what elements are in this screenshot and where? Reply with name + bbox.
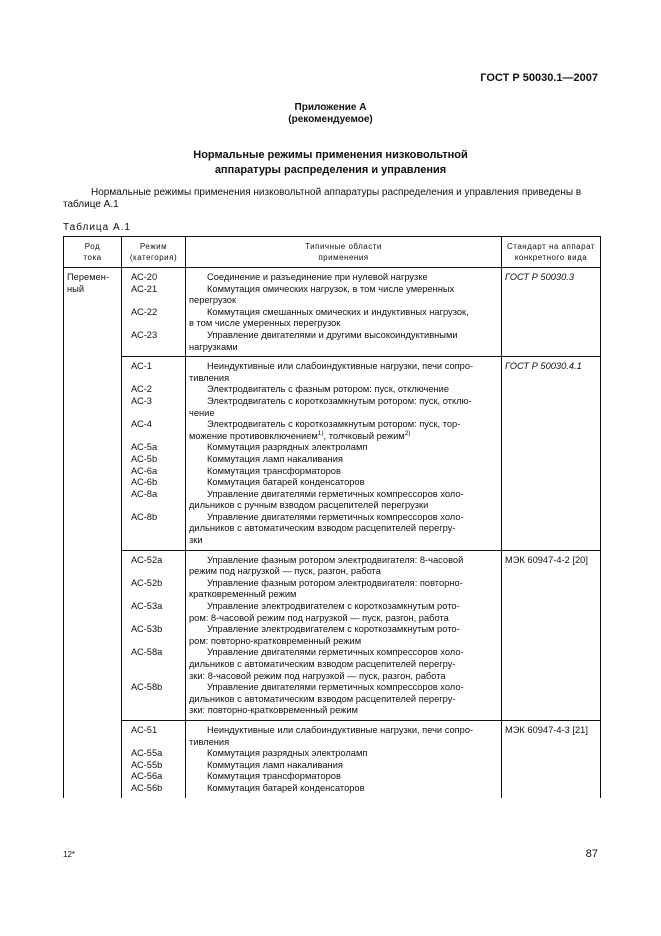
application-text: в том числе умеренных перегрузок: [189, 318, 341, 329]
header-standard-line2: конкретного вида: [514, 253, 588, 262]
header-applications: [186, 237, 502, 268]
header-current-type-line2: тока: [83, 253, 102, 262]
application-text: дильников с автоматическим взводом расцепителей перегру-: [189, 523, 456, 534]
category-code: АС-58а: [131, 647, 163, 658]
category-code: АС-8b: [131, 511, 158, 522]
table-row: [64, 268, 601, 357]
category-code: [131, 523, 182, 535]
header-applications-line1: Типичные области: [305, 242, 382, 251]
section-title: [0, 148, 661, 178]
category-code: АС-5b: [131, 453, 158, 464]
current-type-line: ный: [67, 283, 85, 294]
current-type-line: Перемен-: [67, 272, 109, 282]
header-applications-line2: применения: [318, 253, 369, 262]
table-row: [64, 720, 601, 797]
category-code: АС-2: [131, 384, 152, 395]
application-text: дильников с ручным взводом расцепителей перегрузки: [189, 500, 429, 511]
application-text: Электродвигатель с фазным ротором: пуск, отключение: [207, 384, 450, 395]
category-code: АС-52а: [131, 554, 163, 565]
standard-cell: [502, 268, 601, 357]
category-code: АС-5а: [131, 442, 158, 453]
application-text: Управление двигателями и другими высокоиндуктивными: [207, 329, 458, 340]
application-text: Управление фазным ротором электродвигателя: повторно-: [207, 577, 463, 588]
header-current-type-line1: Род: [84, 242, 101, 251]
category-code: [131, 694, 182, 706]
category-code: АС-22: [131, 306, 158, 317]
category-cell: [122, 357, 186, 551]
application-text: Коммутация трансформаторов: [207, 771, 341, 782]
section-title-line2: аппаратуры распределения и управления: [214, 164, 447, 176]
application-text: Управление двигателями герметичных компрессоров холо-: [207, 647, 464, 658]
category-code: АС-53а: [131, 601, 163, 612]
category-code: АС-56b: [131, 782, 163, 793]
application-text: Электродвигатель с короткозамкнутым ротором: пуск, отклю-: [207, 395, 472, 406]
application-text: Коммутация разрядных электроламп: [207, 442, 368, 453]
applications-cell: [186, 720, 502, 797]
category-code: [131, 613, 182, 625]
applications-cell: [186, 550, 502, 720]
appendix-subtitle: (рекомендуемое): [288, 114, 373, 125]
application-text: Соединение и разъединение при нулевой нагрузке: [207, 272, 428, 282]
application-text: тивления: [189, 372, 230, 383]
application-text: зки: [189, 535, 203, 546]
application-text: Управление электродвигателем с короткозамкнутым рото-: [207, 624, 460, 635]
table-row: [64, 550, 601, 720]
category-code: АС-8а: [131, 488, 158, 499]
application-text: Неиндуктивные или слабоиндуктивные нагрузки, печи сопро-: [207, 361, 474, 372]
category-code: АС-53b: [131, 624, 163, 635]
category-code: АС-55b: [131, 759, 163, 770]
standard-ref: ГОСТ Р 50030.4.1: [505, 361, 582, 372]
category-code: АС-4: [131, 419, 152, 430]
category-code: АС-55а: [131, 748, 163, 759]
application-text: Электродвигатель с короткозамкнутым ротором: пуск, тор-: [207, 419, 461, 430]
category-cell: [122, 720, 186, 797]
footer-mark: 12*: [63, 850, 76, 859]
application-text-mid: , толчковый режим: [323, 430, 405, 441]
application-text: ром: повторно-кратковременный режим: [189, 635, 362, 646]
category-code: [131, 295, 182, 307]
header-category-line1: Режим: [139, 242, 168, 251]
category-code: [131, 535, 182, 547]
standard-cell: [502, 720, 601, 797]
category-code: [131, 737, 182, 749]
header-current-type: [64, 237, 122, 268]
page-number: 87: [585, 848, 598, 860]
category-code: АС-58b: [131, 682, 163, 693]
application-text: чение: [189, 407, 215, 418]
application-text: Коммутация батарей конденсаторов: [207, 477, 365, 488]
application-text: зки: 8-часовой режим под нагрузкой — пуск, разгон, работа: [189, 670, 446, 681]
category-code: АС-23: [131, 329, 158, 340]
document-code: ГОСТ Р 50030.1—2007: [480, 72, 598, 84]
category-code: [131, 373, 182, 385]
application-text: Коммутация ламп накаливания: [207, 453, 343, 464]
table-label: Таблица А.1: [63, 222, 131, 233]
application-text: Коммутация трансформаторов: [207, 465, 341, 476]
application-text: дильников с автоматическим взводом расцепителей перегру-: [189, 659, 456, 669]
application-text: ром: 8-часовой режим под нагрузкой — пуск, разгон, работа: [189, 612, 449, 623]
application-text: тивления: [189, 736, 230, 747]
appendix-heading: [0, 102, 661, 126]
category-code: [131, 342, 182, 354]
table-row: [64, 357, 601, 551]
application-text: зки: повторно-кратковременный режим: [189, 705, 358, 716]
application-text-main: можение противовключением: [189, 430, 318, 441]
category-code: [131, 589, 182, 601]
application-text: кратковременный режим: [189, 589, 297, 600]
application-text: Коммутация разрядных электроламп: [207, 748, 368, 759]
application-text: Коммутация омических нагрузок, в том числе умеренных: [207, 283, 455, 294]
application-text: Коммутация смешанных омических и индуктивных нагрузок,: [207, 306, 469, 317]
header-category: [122, 237, 186, 268]
category-code: АС-52b: [131, 577, 163, 588]
category-cell: [122, 268, 186, 357]
application-text: дильников с автоматическим взводом расцепителей перегру-: [189, 693, 456, 704]
header-standard: [502, 237, 601, 268]
category-code: [131, 659, 182, 671]
applications-cell: [186, 357, 502, 551]
application-text: Коммутация батарей конденсаторов: [207, 782, 365, 793]
footnote-ref: 2): [404, 429, 411, 437]
application-text: Управление электродвигателем с короткозамкнутым рото-: [207, 601, 460, 612]
standard-ref: ГОСТ Р 50030.3: [505, 272, 575, 282]
category-code: АС-21: [131, 283, 158, 294]
application-text: Неиндуктивные или слабоиндуктивные нагрузки, печи сопро-: [207, 724, 474, 735]
application-text: режим под нагрузкой — пуск, разгон, работа: [189, 566, 381, 577]
category-code: [131, 431, 182, 443]
footnote-ref: 1): [317, 429, 324, 437]
category-code: [131, 408, 182, 420]
applications-cell: [186, 268, 502, 357]
category-code: АС-6b: [131, 477, 158, 488]
category-code: АС-51: [131, 724, 158, 735]
category-code: [131, 566, 182, 578]
category-code: АС-6а: [131, 465, 158, 476]
category-code: [131, 636, 182, 648]
category-code: [131, 318, 182, 330]
category-code: [131, 705, 182, 717]
intro-paragraph: Нормальные режимы применения низковольтной аппаратуры распределения и управления приведены в таблице А.1: [63, 187, 582, 210]
standard-cell: [502, 550, 601, 720]
categories-table: [63, 236, 601, 798]
standard-cell: [502, 357, 601, 551]
application-text: [189, 431, 498, 443]
category-cell: [122, 550, 186, 720]
standard-ref: МЭК 60947-4-2 [20]: [505, 554, 588, 565]
category-code: [131, 500, 182, 512]
application-text: нагрузками: [189, 341, 238, 352]
category-code: АС-3: [131, 395, 152, 406]
application-text: Управление двигателями герметичных компрессоров холо-: [207, 511, 464, 522]
current-type-cell: [64, 268, 122, 798]
header-standard-line1: Стандарт на аппарат: [506, 242, 596, 251]
table-header-row: [64, 237, 601, 268]
appendix-title: Приложение А: [294, 102, 367, 113]
application-text: Управление фазным ротором электродвигателя: 8-часовой: [207, 554, 464, 565]
standard-ref: МЭК 60947-4-3 [21]: [505, 724, 588, 735]
category-code: АС-20: [131, 272, 158, 282]
application-text: перегрузок: [189, 295, 237, 306]
section-title-line1: Нормальные режимы применения низковольтной: [193, 149, 468, 161]
application-text: Коммутация ламп накаливания: [207, 759, 343, 770]
header-category-line2: (категория): [129, 253, 178, 262]
category-code: АС-56а: [131, 771, 163, 782]
category-code: [131, 671, 182, 683]
application-text: Управление двигателями герметичных компрессоров холо-: [207, 682, 464, 693]
application-text: Управление двигателями герметичных компрессоров холо-: [207, 488, 464, 499]
category-code: АС-1: [131, 361, 152, 372]
